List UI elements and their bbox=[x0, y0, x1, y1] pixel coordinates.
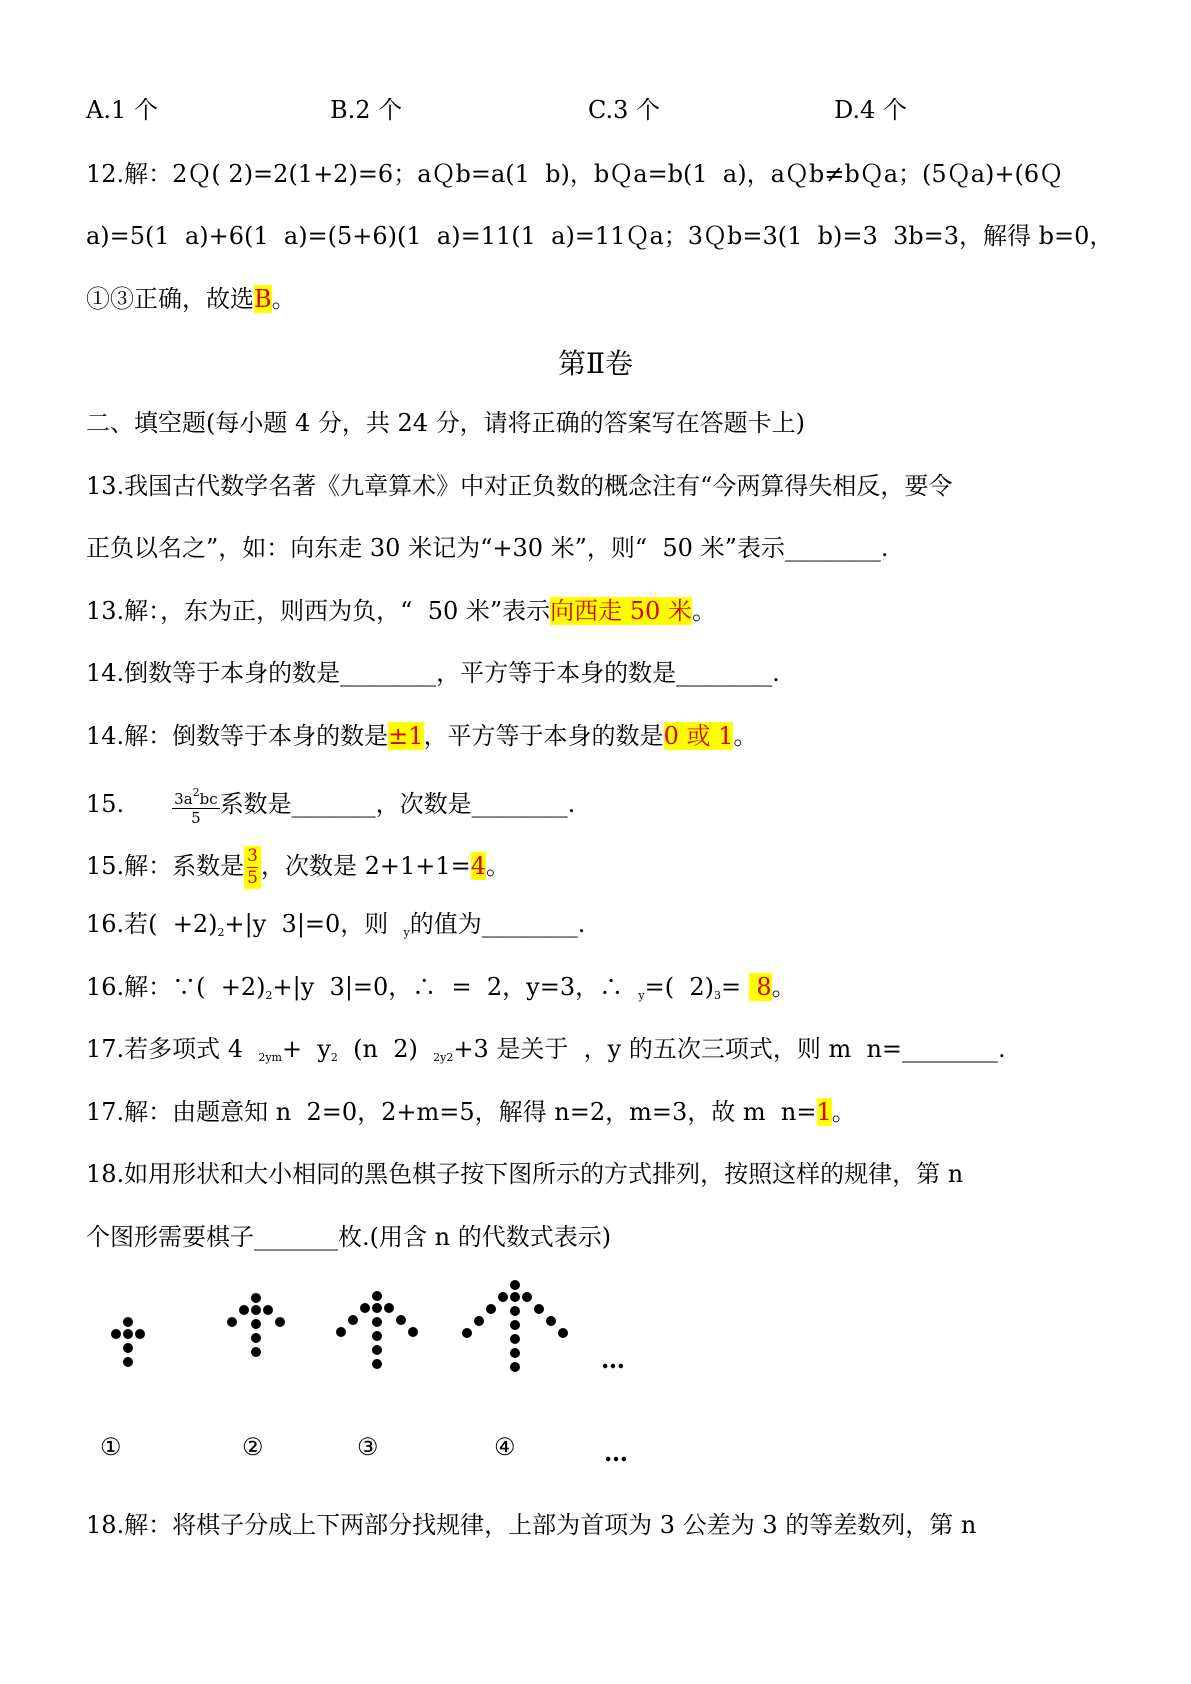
section-title: 第Ⅱ卷 bbox=[557, 347, 634, 380]
chess-piece-dot bbox=[558, 1328, 568, 1338]
chess-piece-dot bbox=[251, 1293, 261, 1303]
q18-line2: 个图形需要棋子_______枚.(用含 n 的代数式表示) bbox=[86, 1223, 612, 1251]
chess-piece-dot bbox=[263, 1305, 273, 1315]
q15-frac-num: 3a bbox=[174, 790, 193, 808]
q15-frac-den: 5 bbox=[191, 809, 201, 827]
chess-piece-dot bbox=[408, 1327, 418, 1337]
chess-piece-dot bbox=[348, 1315, 358, 1325]
option-d: D.4 个 bbox=[834, 96, 907, 124]
q15-ans-num: 3 bbox=[247, 846, 258, 866]
chess-piece-dot bbox=[510, 1334, 520, 1344]
q16-b: +|y 3|=0，则 bbox=[224, 910, 404, 938]
q14-line: 14.倒数等于本身的数是________，平方等于本身的数是________. bbox=[86, 659, 780, 687]
q16-sol-sub2: y bbox=[638, 989, 645, 1002]
chess-piece-dot bbox=[251, 1305, 261, 1315]
option-c: C.3 个 bbox=[588, 96, 661, 124]
q17-sub2: m bbox=[271, 1051, 282, 1064]
figure-ellipsis-bottom: … bbox=[604, 1438, 628, 1467]
chess-piece-dot bbox=[372, 1303, 382, 1313]
q16-sub: 2 bbox=[217, 926, 225, 939]
q13-line2: 正负以名之”，如：向东走 30 米记为“+30 米”，则“ 50 米”表示________. bbox=[86, 534, 889, 562]
q14-sol-end: 。 bbox=[733, 722, 758, 750]
chess-piece-dot bbox=[486, 1304, 496, 1314]
chess-piece-dot bbox=[372, 1291, 382, 1301]
chess-piece-dot bbox=[123, 1317, 133, 1327]
chess-piece-dot bbox=[372, 1331, 382, 1341]
q16-c: 的值为________. bbox=[409, 910, 586, 938]
chess-piece-dot bbox=[111, 1329, 121, 1339]
q12-end: 。 bbox=[271, 285, 296, 313]
chess-piece-dot bbox=[510, 1306, 520, 1316]
q13-line1: 13.我国古代数学名著《九章算术》中对正负数的概念注有“今两算得失相反，要令 bbox=[86, 472, 953, 500]
q17-answer: 1 bbox=[816, 1098, 832, 1126]
q16-answer: 8 bbox=[748, 973, 772, 1001]
chess-piece-dot bbox=[510, 1348, 520, 1358]
figure-label-3: ③ bbox=[357, 1433, 379, 1461]
q16-sol-sub: 2 bbox=[265, 989, 273, 1002]
q13-sol-end: 。 bbox=[691, 597, 716, 625]
q13-answer: 向西走 50 米 bbox=[550, 597, 692, 625]
chess-piece-dot bbox=[239, 1305, 249, 1315]
q16-sol-c: =( 2) bbox=[644, 973, 714, 1001]
option-b: B.2 个 bbox=[330, 96, 403, 124]
chess-piece-dot bbox=[498, 1292, 508, 1302]
q17-sub4: 2 bbox=[433, 1051, 441, 1064]
q17-mid1: y bbox=[265, 1051, 272, 1064]
chess-piece-dot bbox=[135, 1329, 145, 1339]
q17-sol-end: 。 bbox=[831, 1098, 856, 1126]
chess-piece-dot bbox=[123, 1329, 133, 1339]
q18-solution: 18.解：将棋子分成上下两部分找规律，上部为首项为 3 公差为 3 的等差数列，第 n bbox=[86, 1511, 977, 1539]
chess-piece-dot bbox=[510, 1280, 520, 1290]
chess-piece-dot bbox=[227, 1317, 237, 1327]
chess-piece-dot bbox=[534, 1304, 544, 1314]
q12-solution-line1: 12.解：2Ｑ( 2)=2(1+2)=6；aＱb=a(1 b)，bＱa=b(1 a)，aＱb≠bＱa；(5Ｑa)+(6Ｑ bbox=[86, 160, 1064, 188]
chess-piece-dot bbox=[372, 1359, 382, 1369]
q15-number: 15. bbox=[86, 790, 125, 818]
q17-b: + y bbox=[281, 1035, 331, 1063]
chess-piece-dot bbox=[372, 1345, 382, 1355]
q17-sub1: 2 bbox=[258, 1051, 266, 1064]
chess-piece-dot bbox=[251, 1319, 261, 1329]
q17-sub3: 2 bbox=[330, 1051, 338, 1064]
chess-piece-dot bbox=[384, 1303, 394, 1313]
q15-frac-sup: 2 bbox=[192, 786, 200, 799]
chess-piece-dot bbox=[474, 1316, 484, 1326]
chess-piece-dot bbox=[396, 1315, 406, 1325]
q15-frac-num2: bc bbox=[199, 790, 218, 808]
chess-piece-dot bbox=[372, 1317, 382, 1327]
chess-piece-dot bbox=[123, 1357, 133, 1367]
q12-text: ①③正确，故选 bbox=[86, 285, 254, 313]
q15-sol-text: 15.解：系数是 bbox=[86, 852, 245, 880]
q14-answer1: ±1 bbox=[388, 722, 424, 750]
q13-sol-text: 13.解：，东为正，则西为负，“ 50 米”表示 bbox=[86, 597, 551, 625]
q16-sol-sub3: 3 bbox=[713, 989, 721, 1002]
q17-sol-text: 17.解：由题意知 n 2=0，2+m=5，解得 n=2，m=3，故 m n= bbox=[86, 1098, 817, 1126]
figure-label-2: ② bbox=[242, 1433, 264, 1461]
q14-sol-text: 14.解：倒数等于本身的数是 bbox=[86, 722, 389, 750]
chess-piece-dot bbox=[462, 1328, 472, 1338]
q16-sol-d: = bbox=[720, 973, 749, 1001]
q12-solution-line2: a)=5(1 a)+6(1 a)=(5+6)(1 a)=11(1 a)=11Ｑa；3Ｑb=3(1 b)=3 3b=3，解得 b=0， bbox=[86, 222, 1114, 250]
q17-sub5: 2 bbox=[446, 1051, 454, 1064]
q15-sol-mid: ，次数是 2+1+1= bbox=[261, 852, 471, 880]
chess-piece-dot bbox=[510, 1320, 520, 1330]
chess-piece-dot bbox=[546, 1316, 556, 1326]
q16-sol-b: +|y 3|=0，∴ = 2，y=3，∴ bbox=[272, 973, 639, 1001]
figure-label-1: ① bbox=[100, 1433, 122, 1461]
q17-c: (n 2) bbox=[337, 1035, 434, 1063]
q16-sub2: y bbox=[403, 926, 410, 939]
q16-sol-end: 。 bbox=[771, 973, 796, 1001]
chess-piece-dot bbox=[336, 1327, 346, 1337]
chess-piece-dot bbox=[275, 1317, 285, 1327]
q14-answer2: 0 或 1 bbox=[663, 722, 734, 750]
q17-d: +3 是关于 ，y 的五次三项式，则 m n=________. bbox=[453, 1035, 1006, 1063]
q12-answer: B bbox=[254, 285, 272, 313]
chess-piece-dot bbox=[510, 1362, 520, 1372]
q14-sol-mid: ，平方等于本身的数是 bbox=[423, 722, 664, 750]
chess-piece-dot bbox=[251, 1333, 261, 1343]
chess-piece-dot bbox=[123, 1343, 133, 1353]
chess-piece-dot bbox=[510, 1292, 520, 1302]
q16-sol-a: 16.解：∵( +2) bbox=[86, 973, 266, 1001]
figure-label-4: ④ bbox=[494, 1433, 516, 1461]
q15-sol-end: 。 bbox=[486, 852, 511, 880]
q15-answer: 4 bbox=[470, 852, 487, 880]
chess-piece-dot bbox=[522, 1292, 532, 1302]
q18-line1: 18.如用形状和大小相同的黑色棋子按下图所示的方式排列，按照这样的规律，第 n bbox=[86, 1160, 964, 1188]
figure-ellipsis-top: … bbox=[601, 1345, 625, 1374]
q16-a: 16.若( +2) bbox=[86, 910, 218, 938]
q17-a: 17.若多项式 4 bbox=[86, 1035, 259, 1063]
q15-ans-den: 5 bbox=[247, 868, 258, 888]
q15-rest: 系数是_______，次数是________. bbox=[219, 790, 576, 818]
chess-piece-dot bbox=[251, 1347, 261, 1357]
q17-mid2: y bbox=[440, 1051, 447, 1064]
section2-heading: 二、填空题(每小题 4 分，共 24 分，请将正确的答案写在答题卡上) bbox=[86, 409, 806, 437]
option-a: A.1 个 bbox=[86, 96, 158, 124]
chess-piece-dot bbox=[360, 1303, 370, 1313]
